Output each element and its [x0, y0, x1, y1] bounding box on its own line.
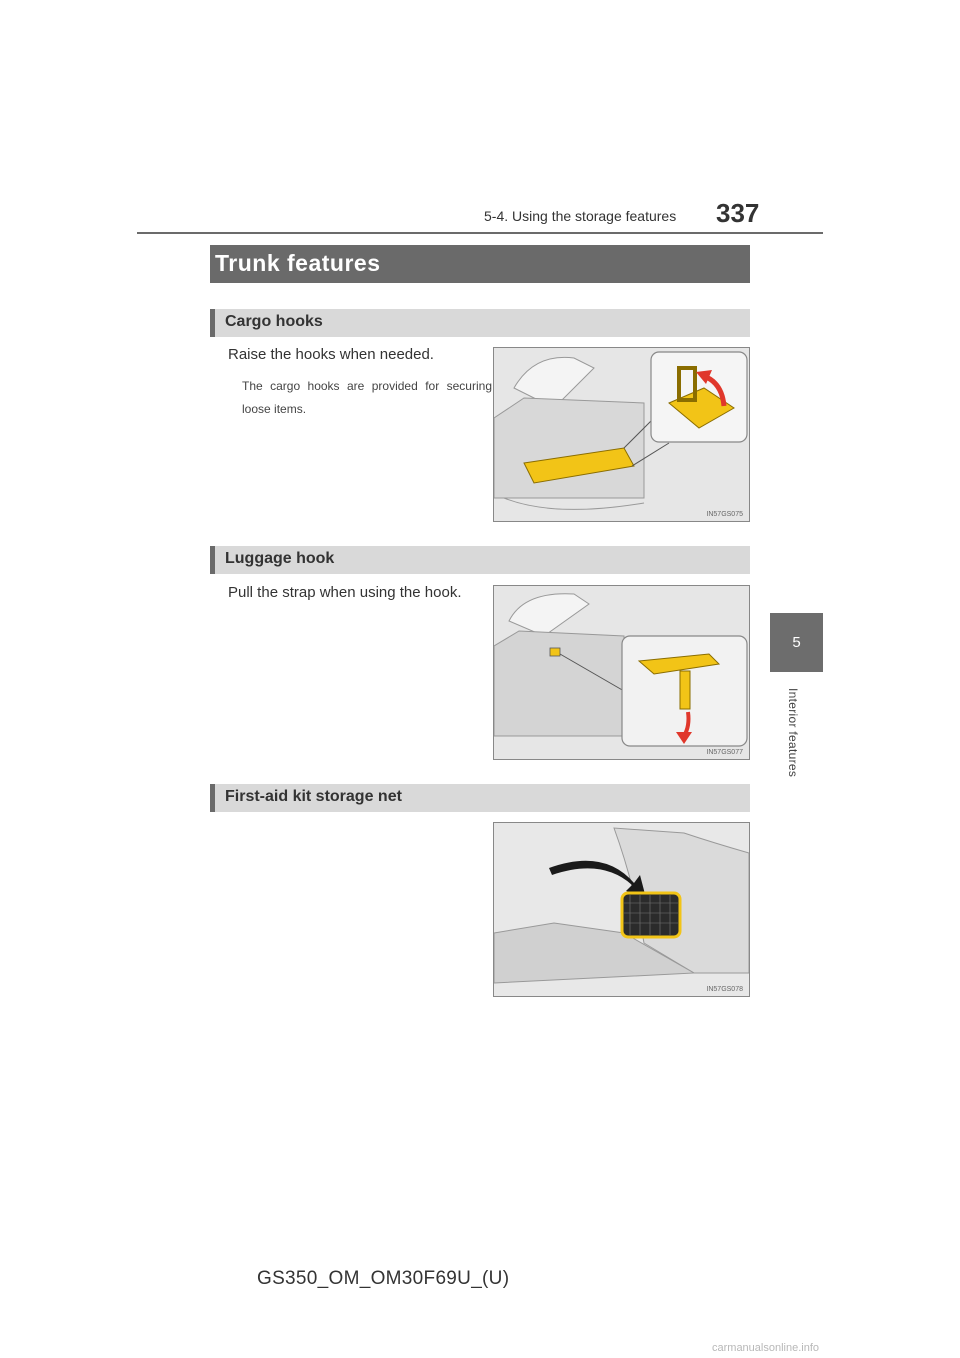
- cargo-hooks-instruction: Raise the hooks when needed.: [228, 346, 434, 363]
- section-heading-luggage-hook: [210, 546, 750, 574]
- first-aid-net-illustration: [493, 822, 750, 997]
- page-number: 337: [716, 198, 760, 228]
- watermark: carmanualsonline.info: [712, 1342, 820, 1354]
- page-title: Trunk features: [215, 250, 381, 276]
- section-heading-first-aid-net: [210, 784, 750, 812]
- luggage-hook-illustration: [493, 585, 750, 760]
- page-title-bar: [210, 245, 750, 283]
- section-heading-cargo-hooks: [210, 309, 750, 337]
- chapter-tab-label: Interior features: [786, 688, 800, 778]
- figure-code: IN57GS077: [706, 749, 743, 756]
- figure-code: IN57GS078: [706, 986, 743, 993]
- cargo-hooks-illustration: [493, 347, 750, 522]
- cargo-hooks-note: The cargo hooks are provided for securing loose items.: [242, 379, 492, 416]
- section-heading-text: Cargo hooks: [225, 313, 323, 330]
- chapter-tab[interactable]: 5: [770, 613, 823, 672]
- figure-code: IN57GS075: [706, 511, 743, 518]
- document-code: GS350_OM_OM30F69U_(U): [257, 1268, 510, 1289]
- luggage-hook-instruction: Pull the strap when using the hook.: [228, 584, 462, 601]
- section-heading-text: First-aid kit storage net: [225, 788, 402, 805]
- header-rule: [137, 232, 823, 234]
- section-heading-text: Luggage hook: [225, 550, 335, 567]
- chapter-title: 5-4. Using the storage features: [484, 208, 677, 224]
